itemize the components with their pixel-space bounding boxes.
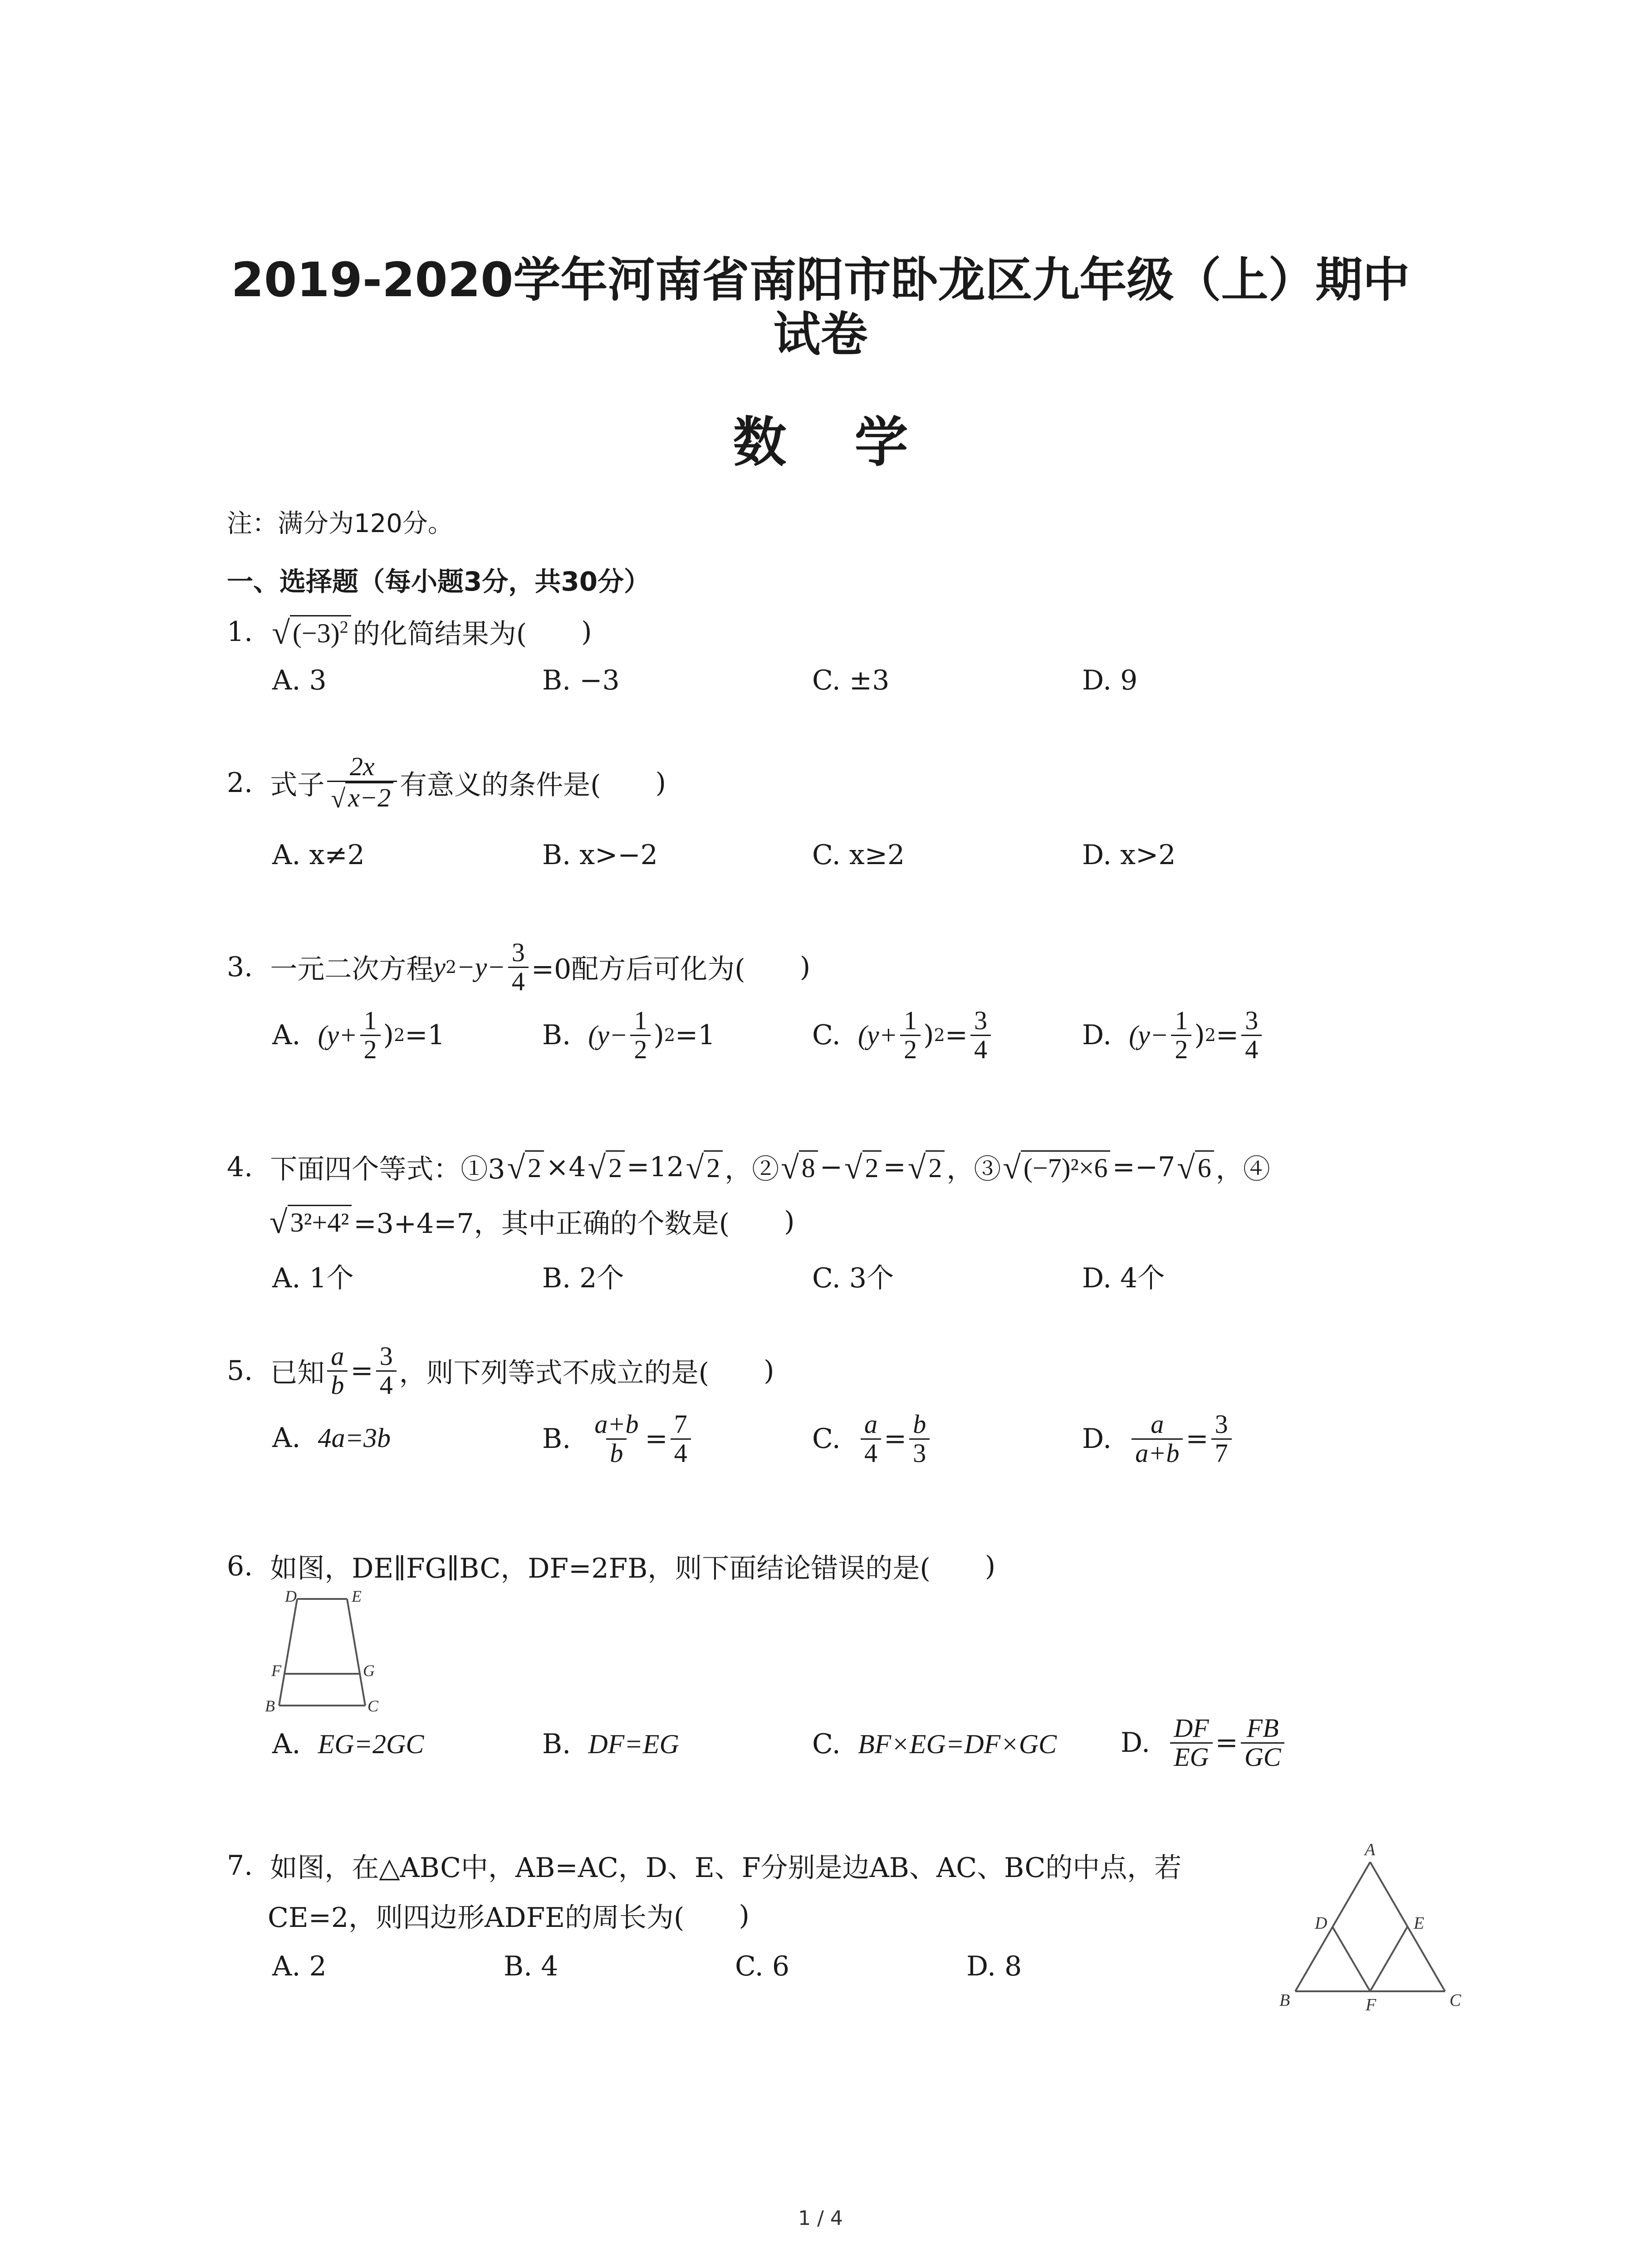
page-title-line1: 2019-2020学年河南省南阳市卧龙区九年级（上）期中 xyxy=(231,252,1410,308)
numerator: 1 xyxy=(634,1006,647,1035)
option-d xyxy=(1082,1007,1264,1064)
option-expr: (y− xyxy=(1129,1020,1169,1050)
equals: = xyxy=(1215,1727,1238,1759)
question-number: 2. xyxy=(227,767,253,799)
option-text: 4a=3b xyxy=(318,1422,391,1453)
option-expr: ) xyxy=(923,1019,934,1051)
option-b xyxy=(542,1411,694,1467)
close-paren: ) xyxy=(739,1900,749,1931)
expr-text: − xyxy=(819,1151,843,1183)
question-lead: 式子 xyxy=(270,769,325,801)
option-label: C. xyxy=(812,1019,841,1051)
label-e: E xyxy=(352,1587,362,1605)
fraction xyxy=(671,1411,691,1467)
question-number: 6. xyxy=(227,1550,253,1582)
denominator: a+b xyxy=(1132,1438,1183,1467)
expr-text: ，③ xyxy=(946,1154,1001,1185)
numerator: b xyxy=(913,1409,926,1439)
denominator: 7 xyxy=(1211,1438,1232,1467)
question-text: 有意义的条件是( xyxy=(400,769,601,801)
option-label: D. xyxy=(1082,1423,1112,1455)
denominator: 3 xyxy=(909,1438,930,1467)
question-number: 7. xyxy=(227,1850,253,1882)
option-d: D. x>2 xyxy=(1082,839,1176,871)
expr-text: =−7 xyxy=(1112,1151,1176,1183)
subject-heading: 数学 xyxy=(733,411,976,474)
fraction xyxy=(327,1343,348,1399)
numerator: a xyxy=(864,1409,877,1439)
question-lead: 下面四个等式：①3 xyxy=(270,1154,505,1185)
denominator: GC xyxy=(1241,1742,1285,1771)
label-d: D xyxy=(1315,1914,1327,1933)
page-title-line2: 试卷 xyxy=(773,307,868,362)
score-note: 注：满分为120分。 xyxy=(227,509,453,538)
fraction xyxy=(1170,1715,1212,1771)
option-b: B. −3 xyxy=(542,665,620,696)
question-text: CE=2，则四边形ADFE的周长为( xyxy=(268,1902,685,1934)
denominator: 2 xyxy=(630,1035,651,1064)
exponent: 2 xyxy=(664,1025,676,1046)
numerator: FB xyxy=(1246,1713,1279,1743)
denominator: 2 xyxy=(900,1035,921,1064)
denominator: 2 xyxy=(1171,1035,1191,1064)
close-paren: ) xyxy=(799,951,811,983)
denominator: b xyxy=(327,1370,348,1399)
question-text: =3+4=7，其中正确的个数是( xyxy=(353,1208,730,1240)
radicand: 2 xyxy=(862,1150,882,1184)
numerator: 3 xyxy=(974,1006,987,1035)
fraction xyxy=(360,1007,381,1064)
denominator: 4 xyxy=(376,1370,397,1399)
option-d: D. 8 xyxy=(966,1950,1022,1982)
sqrt: √ 2 xyxy=(844,1150,882,1184)
denominator: 4 xyxy=(1241,1035,1262,1064)
question-4 xyxy=(227,1148,1270,1187)
option-expr: ) xyxy=(653,1019,664,1051)
question-7-line2 xyxy=(268,1896,749,1935)
expr-text: ×4 xyxy=(546,1151,586,1183)
label-f: F xyxy=(1366,1995,1376,2014)
option-label: D. xyxy=(1082,1019,1112,1051)
option-d xyxy=(1121,1715,1287,1771)
denominator: 4 xyxy=(508,967,529,996)
denominator: 4 xyxy=(970,1035,991,1064)
option-text: DF=EG xyxy=(588,1729,679,1759)
option-c xyxy=(812,1411,932,1467)
option-a: A. 2 xyxy=(272,1950,327,1982)
option-expr: ) xyxy=(383,1019,394,1051)
option-c: C. 6 xyxy=(735,1950,790,1982)
option-label: D. xyxy=(1121,1727,1151,1759)
segment-ef xyxy=(1370,1927,1407,1991)
radicand: 2 xyxy=(704,1150,723,1184)
question-lead: 一元二次方程 xyxy=(270,953,434,986)
numerator: a xyxy=(331,1341,344,1371)
option-label: A. xyxy=(272,1019,301,1051)
question-lead: 已知 xyxy=(270,1357,325,1389)
numerator: 1 xyxy=(1175,1006,1188,1035)
option-rhs: =1 xyxy=(405,1019,445,1051)
close-paren: ) xyxy=(581,616,592,648)
question-5 xyxy=(227,1343,774,1399)
close-paren: ) xyxy=(655,767,666,799)
fraction xyxy=(630,1007,651,1064)
fraction xyxy=(900,1007,921,1064)
denominator: 2 xyxy=(360,1035,381,1064)
exponent: 2 xyxy=(339,617,348,637)
option-c xyxy=(812,1728,1057,1760)
question-number: 4. xyxy=(227,1151,253,1183)
triangle-figure xyxy=(1275,1842,1465,2023)
question-3 xyxy=(227,939,810,996)
numerator: a+b xyxy=(594,1409,639,1439)
expr-text: = xyxy=(883,1151,906,1183)
denominator: 4 xyxy=(671,1438,691,1467)
option-c: C. ±3 xyxy=(812,665,890,696)
option-a xyxy=(272,1728,424,1760)
fraction: 2x √ x−2 xyxy=(327,753,397,813)
fraction xyxy=(376,1343,397,1399)
option-expr: (y+ xyxy=(858,1020,898,1050)
sqrt: √ 2 xyxy=(507,1150,544,1184)
sqrt: √ 2 xyxy=(908,1150,945,1184)
numerator: 1 xyxy=(363,1006,377,1035)
close-paren: ) xyxy=(784,1206,795,1237)
option-label: B. xyxy=(542,1728,571,1760)
fraction xyxy=(591,1411,642,1467)
denominator-radicand: x−2 xyxy=(345,782,393,812)
question-text: ，则下列等式不成立的是( xyxy=(399,1357,710,1389)
option-expr: (y− xyxy=(588,1020,628,1050)
sqrt: √ 2 xyxy=(588,1150,625,1184)
option-a xyxy=(272,1007,445,1064)
option-label: B. xyxy=(542,1423,571,1455)
option-d: D. 9 xyxy=(1082,665,1138,696)
question-text: 如图，在△ABC中，AB=AC，D、E、F分别是边AB、AC、BC的中点，若 xyxy=(270,1852,1182,1884)
equals: = xyxy=(645,1423,668,1455)
equals: = xyxy=(884,1423,907,1455)
radicand: 2 xyxy=(606,1150,625,1184)
radicand: (−3) xyxy=(292,618,340,648)
numerator: 3 xyxy=(1215,1409,1228,1439)
fraction xyxy=(1211,1411,1232,1467)
expr-text: =12 xyxy=(627,1151,684,1183)
exponent: 2 xyxy=(1205,1025,1216,1046)
sqrt: √ 6 xyxy=(1177,1150,1214,1184)
close-paren: ) xyxy=(985,1550,996,1582)
side-ec xyxy=(347,1599,365,1706)
fraction xyxy=(1241,1007,1262,1064)
option-b: B. x>−2 xyxy=(542,839,658,871)
radicand: 3²+4² xyxy=(288,1205,352,1238)
variable: y xyxy=(433,952,446,982)
numerator: 3 xyxy=(379,1341,393,1371)
question-6 xyxy=(227,1547,995,1586)
option-b: B. 2个 xyxy=(542,1262,624,1294)
label-e: E xyxy=(1414,1914,1425,1933)
radicand: 2 xyxy=(525,1150,544,1184)
numerator: 3 xyxy=(511,938,525,967)
question-4-line2 xyxy=(268,1202,795,1241)
fraction xyxy=(970,1007,991,1064)
option-rhs: = xyxy=(945,1019,968,1051)
close-paren: ) xyxy=(764,1355,774,1387)
label-f: F xyxy=(271,1662,281,1680)
segment-df xyxy=(1332,1927,1370,1991)
question-number: 1. xyxy=(227,616,253,648)
option-d xyxy=(1082,1411,1234,1467)
fraction xyxy=(1241,1715,1285,1771)
option-label: C. xyxy=(812,1728,841,1760)
label-b: B xyxy=(265,1697,275,1715)
question-2 xyxy=(227,753,666,813)
radicand: (−7)²×6 xyxy=(1021,1150,1111,1184)
radicand: 8 xyxy=(799,1150,818,1184)
option-expr: ) xyxy=(1194,1019,1205,1051)
question-text: 如图，DE∥FG∥BC，DF=2FB，则下面结论错误的是( xyxy=(270,1553,931,1584)
sqrt: √ 3²+4² xyxy=(269,1205,352,1238)
equals: = xyxy=(1185,1423,1209,1455)
equals: = xyxy=(350,1355,373,1387)
numerator: 7 xyxy=(674,1409,687,1439)
option-c: C. x≥2 xyxy=(812,839,905,871)
option-c xyxy=(812,1007,994,1064)
numerator: DF xyxy=(1174,1713,1209,1743)
section-heading: 一、选择题（每小题3分，共30分） xyxy=(227,566,651,597)
option-a: A. 1个 xyxy=(272,1262,354,1294)
option-label: A. xyxy=(272,1728,301,1760)
question-number: 5. xyxy=(227,1355,253,1387)
denominator: EG xyxy=(1170,1742,1212,1771)
numerator: 1 xyxy=(904,1006,917,1035)
numerator: 3 xyxy=(1245,1006,1259,1035)
label-a: A xyxy=(1365,1842,1376,1859)
radicand: 2 xyxy=(926,1150,945,1184)
option-rhs: =1 xyxy=(675,1019,715,1051)
sqrt: √ 8 xyxy=(781,1150,818,1184)
option-label: C. xyxy=(812,1423,841,1455)
option-label: B. xyxy=(542,1019,571,1051)
option-a xyxy=(272,1422,391,1454)
sqrt: √ (−7)²×6 xyxy=(1003,1150,1110,1184)
option-rhs: = xyxy=(1215,1019,1239,1051)
option-b xyxy=(542,1728,679,1760)
fraction xyxy=(1132,1411,1183,1467)
question-1 xyxy=(227,612,592,651)
question-text: =0配方后可化为( xyxy=(531,953,745,986)
expr-text: ，② xyxy=(725,1154,779,1185)
trapezoid-figure xyxy=(259,1585,408,1721)
fraction xyxy=(909,1411,930,1467)
label-g: G xyxy=(363,1662,375,1680)
numerator: 2x xyxy=(349,752,375,781)
equation-part: −y− xyxy=(456,952,505,982)
question-text: 的化简结果为( xyxy=(353,618,527,650)
option-b: B. 4 xyxy=(504,1950,558,1982)
numerator: a xyxy=(1151,1409,1164,1439)
option-expr: (y+ xyxy=(318,1020,358,1050)
option-label: A. xyxy=(272,1422,301,1454)
denominator: 4 xyxy=(861,1438,881,1467)
expr-text: ，④ xyxy=(1215,1154,1270,1185)
label-d: D xyxy=(285,1587,297,1605)
page-number: 1 / 4 xyxy=(798,2207,843,2230)
question-7 xyxy=(227,1846,1181,1885)
question-number: 3. xyxy=(227,951,253,983)
exponent: 2 xyxy=(934,1025,945,1046)
sqrt-expression: √ $(-3)^2$ xyxy=(272,615,351,649)
fraction xyxy=(861,1411,881,1467)
sqrt: √ 2 xyxy=(686,1150,723,1184)
radicand: 6 xyxy=(1195,1150,1214,1184)
option-a: A. x≠2 xyxy=(272,839,365,871)
exponent: 2 xyxy=(446,957,457,978)
label-c: C xyxy=(1450,1991,1461,2010)
label-b: B xyxy=(1279,1991,1290,2010)
denominator: b xyxy=(606,1438,627,1467)
label-c: C xyxy=(367,1697,379,1715)
option-text: EG=2GC xyxy=(318,1729,424,1759)
option-text: BF×EG=DF×GC xyxy=(858,1729,1057,1759)
option-c: C. 3个 xyxy=(812,1262,894,1294)
fraction xyxy=(1171,1007,1191,1064)
side-db xyxy=(279,1599,297,1706)
option-b xyxy=(542,1007,715,1064)
option-a: A. 3 xyxy=(272,665,327,696)
exponent: 2 xyxy=(394,1025,405,1046)
fraction xyxy=(508,939,529,996)
option-d: D. 4个 xyxy=(1082,1262,1165,1294)
